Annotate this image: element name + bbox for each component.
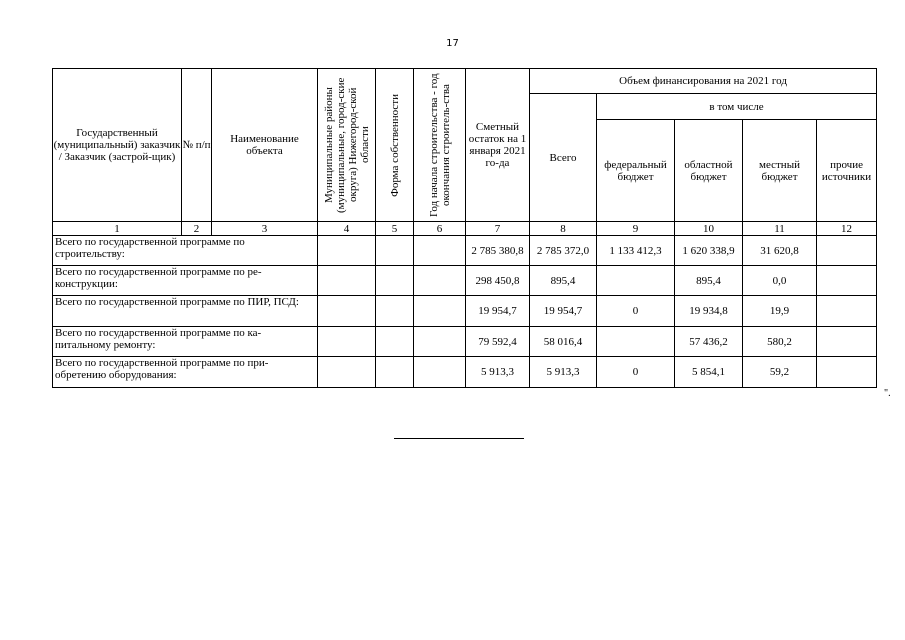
header-ownership-text: Форма собственности (388, 93, 401, 197)
col-num-6: 6 (414, 222, 466, 236)
header-customer: Государственный (муниципальный) заказчик / Заказчик (застрой-щик) (53, 69, 182, 222)
row-cell-empty (318, 327, 376, 357)
row-cell-empty (376, 266, 414, 296)
row-federal: 0 (597, 296, 675, 327)
col-num-5: 5 (376, 222, 414, 236)
footer-rule (394, 438, 524, 439)
row-total: 5 913,3 (530, 357, 597, 388)
row-other (817, 266, 877, 296)
col-num-4: 4 (318, 222, 376, 236)
col-num-2: 2 (182, 222, 212, 236)
row-local: 19,9 (743, 296, 817, 327)
row-estimate: 5 913,3 (466, 357, 530, 388)
header-regional: областной бюджет (675, 120, 743, 222)
financing-table (52, 68, 877, 388)
col-num-12: 12 (817, 222, 877, 236)
row-cell-empty (376, 357, 414, 388)
row-cell-empty (376, 327, 414, 357)
closing-quote-mark: ". (884, 388, 891, 399)
row-cell-empty (414, 236, 466, 266)
column-number-row (53, 222, 877, 236)
row-cell-empty (414, 296, 466, 327)
row-federal (597, 327, 675, 357)
header-including: в том числе (597, 94, 877, 120)
table-row (53, 236, 877, 266)
header-ownership (376, 69, 414, 222)
col-num-11: 11 (743, 222, 817, 236)
row-local: 59,2 (743, 357, 817, 388)
row-total: 19 954,7 (530, 296, 597, 327)
row-estimate: 2 785 380,8 (466, 236, 530, 266)
col-num-9: 9 (597, 222, 675, 236)
header-row-1 (53, 69, 877, 94)
row-cell-empty (376, 296, 414, 327)
header-district-text: Муниципальные районы (муниципальные, город-ские округа) Нижегород-ской области (322, 77, 371, 213)
row-cell-empty (318, 266, 376, 296)
row-other (817, 357, 877, 388)
header-years (414, 69, 466, 222)
row-cell-empty (414, 357, 466, 388)
row-federal: 0 (597, 357, 675, 388)
header-other: прочие источники (817, 120, 877, 222)
row-label: Всего по государственной программе по ка-питальному ремонту: (53, 327, 318, 357)
header-total: Всего (530, 94, 597, 222)
row-regional: 19 934,8 (675, 296, 743, 327)
row-regional: 895,4 (675, 266, 743, 296)
row-label: Всего по государственной программе по ПИР, ПСД: (53, 296, 318, 327)
row-local: 580,2 (743, 327, 817, 357)
row-other (817, 327, 877, 357)
row-local: 31 620,8 (743, 236, 817, 266)
header-years-text: Год начала строительства - год окончания строитель-ства (427, 73, 452, 217)
row-local: 0,0 (743, 266, 817, 296)
row-other (817, 296, 877, 327)
table-row (53, 357, 877, 388)
page-number: 17 (446, 38, 459, 49)
row-estimate: 79 592,4 (466, 327, 530, 357)
row-federal (597, 266, 675, 296)
row-estimate: 19 954,7 (466, 296, 530, 327)
header-district (318, 69, 376, 222)
row-cell-empty (414, 266, 466, 296)
row-cell-empty (318, 296, 376, 327)
col-num-10: 10 (675, 222, 743, 236)
row-cell-empty (414, 327, 466, 357)
row-label: Всего по государственной программе по строительству: (53, 236, 318, 266)
row-total: 58 016,4 (530, 327, 597, 357)
row-cell-empty (318, 357, 376, 388)
header-local: местный бюджет (743, 120, 817, 222)
row-other (817, 236, 877, 266)
header-federal: федеральный бюджет (597, 120, 675, 222)
header-object-name: Наименование объекта (212, 69, 318, 222)
row-cell-empty (318, 236, 376, 266)
row-total: 895,4 (530, 266, 597, 296)
header-num: № п/п (182, 69, 212, 222)
table-row (53, 296, 877, 327)
row-total: 2 785 372,0 (530, 236, 597, 266)
row-label: Всего по государственной программе по при-обретению оборудования: (53, 357, 318, 388)
header-funding: Объем финансирования на 2021 год (530, 69, 877, 94)
row-regional: 1 620 338,9 (675, 236, 743, 266)
col-num-1: 1 (53, 222, 182, 236)
header-estimate: Сметный остаток на 1 января 2021 го-да (466, 69, 530, 222)
table-row (53, 327, 877, 357)
col-num-7: 7 (466, 222, 530, 236)
row-regional: 57 436,2 (675, 327, 743, 357)
row-label: Всего по государственной программе по ре-конструкции: (53, 266, 318, 296)
row-estimate: 298 450,8 (466, 266, 530, 296)
col-num-8: 8 (530, 222, 597, 236)
col-num-3: 3 (212, 222, 318, 236)
table-row (53, 266, 877, 296)
row-cell-empty (376, 236, 414, 266)
row-federal: 1 133 412,3 (597, 236, 675, 266)
row-regional: 5 854,1 (675, 357, 743, 388)
